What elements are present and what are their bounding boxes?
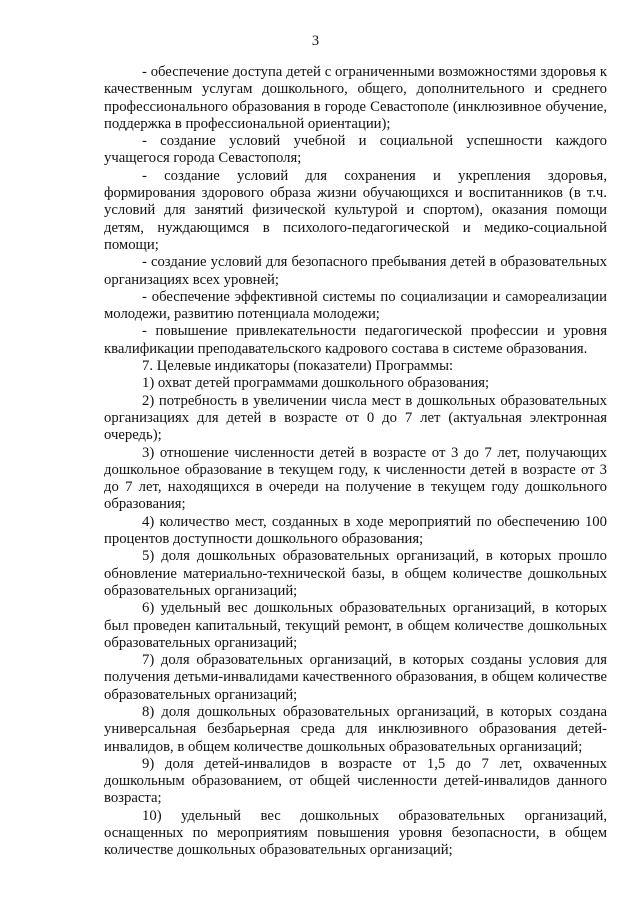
indicator-item: 6) удельный вес дошкольных образовательных организаций, в которых был проведен капитальный, текущий ремонт, в общем количестве дошкольных образовательных организаций; xyxy=(104,600,607,651)
paragraph: - повышение привлекательности педагогической профессии и уровня квалификации преподавательского кадрового состава в системе образования. xyxy=(104,323,607,357)
paragraph: - обеспечение доступа детей с ограниченными возможностями здоровья к качественным услугам дошкольного, общего, дополнительного и среднего профессионального образования в городе Севастополе (инклюзивное обучение, поддержка в профессиональной ориентации); xyxy=(104,64,607,132)
paragraph: - обеспечение эффективной системы по социализации и самореализации молодежи, развитию потенциала молодежи; xyxy=(104,288,607,323)
indicator-item: 7) доля образовательных организаций, в которых созданы условия для получения детьми-инвалидами качественного образования, в общем количестве образовательных организаций; xyxy=(104,652,607,703)
indicator-item: 5) доля дошкольных образовательных организаций, в которых прошло обновление материально-технической базы, в общем количестве дошкольных образовательных организаций; xyxy=(104,548,607,599)
paragraph: - создание условий учебной и социальной успешности каждого учащегося города Севастополя; xyxy=(104,133,607,167)
page-number: 3 xyxy=(311,33,320,49)
indicator-item: 10) удельный вес дошкольных образовательных организаций, оснащенных по мероприятиям повышения уровня безопасности, в общем количестве дошкольных образовательных организаций; xyxy=(104,807,607,859)
indicator-item: 8) доля дошкольных образовательных организаций, в которых создана универсальная безбарьерная среда для инклюзивного образования детей-инвалидов, в общем количестве дошкольных образовательных организаций; xyxy=(104,703,607,755)
document-body xyxy=(104,64,607,860)
indicator-item: 3) отношение численности детей в возрасте от 3 до 7 лет, получающих дошкольное образование в текущем году, к численности детей в возрасте от 3 до 7 лет, находящихся в очереди на получение в текущем году дошкольного образования; xyxy=(104,444,607,513)
indicator-item: 4) количество мест, созданных в ходе мероприятий по обеспечению 100 процентов доступности дошкольного образования; xyxy=(104,513,607,548)
paragraph: - создание условий для сохранения и укрепления здоровья, формирования здорового образа жизни обучающихся и воспитанников (в т.ч. условий для занятий физической культурой и спортом), оказания помощи детям, нуждающимся в психолого-педагогической и медико-социальной помощи; xyxy=(104,167,607,253)
indicator-item: 1) охват детей программами дошкольного образования; xyxy=(142,375,490,392)
indicator-item: 9) доля детей-инвалидов в возрасте от 1,5 до 7 лет, охваченных дошкольным образованием, от общей численности детей-инвалидов данного возраста; xyxy=(104,755,607,807)
paragraph: - создание условий для безопасного пребывания детей в образовательных организациях всех уровней; xyxy=(104,254,607,288)
indicator-item: 2) потребность в увеличении числа мест в дошкольных образовательных организациях для детей в возрасте от 0 до 7 лет (актуальная электронная очередь); xyxy=(104,392,607,444)
section-heading: 7. Целевые индикаторы (показатели) Программы: xyxy=(142,358,454,375)
